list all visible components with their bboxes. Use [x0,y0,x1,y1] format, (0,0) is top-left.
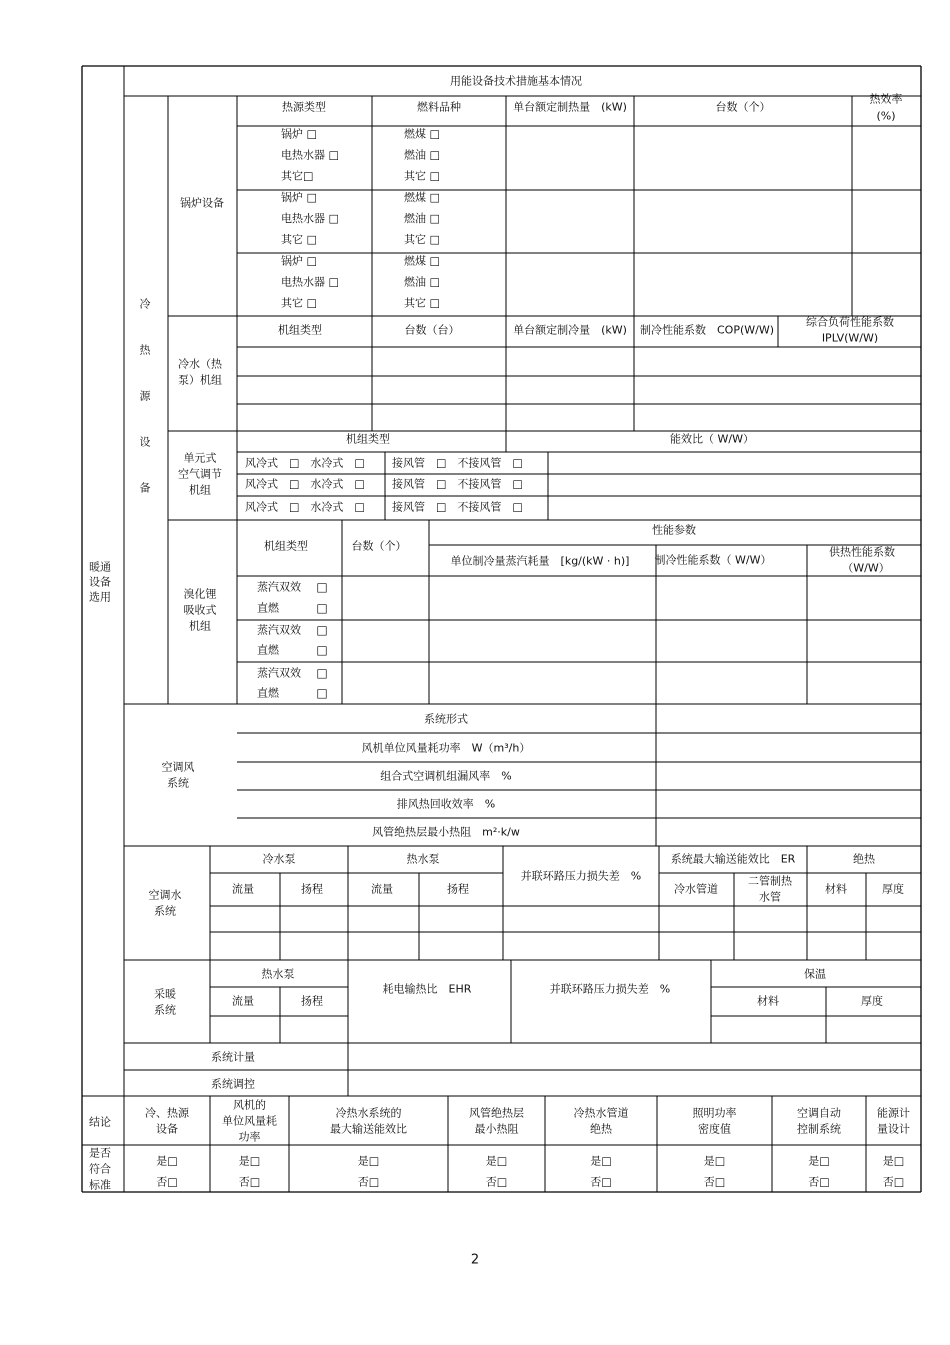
absorption-label: 溴化锂 [183,587,217,601]
unitary-duct-option: 接风管 □ 不接风管 □ [392,500,523,514]
boiler-type-option: 电热水器 □ [281,212,339,225]
absorption-header: （W/W） [842,561,890,575]
compliance-label: 是否 [89,1146,111,1160]
no-checkbox: 否□ [590,1175,612,1189]
unitary-header: 能效比（ W/W） [670,432,754,446]
water-header: 流量 [371,882,393,896]
water-header: 冷水泵 [262,852,296,866]
conclusion-column-header: 风管绝热层 [469,1106,524,1120]
absorption-type-option: 蒸汽双效 [257,666,301,680]
yes-checkbox: 是□ [882,1154,905,1168]
no-checkbox: 否□ [703,1175,726,1189]
conclusion-column-header: 最小热阻 [474,1122,519,1136]
boiler-fuel-option: 燃煤 □ [404,254,440,268]
water-header: 系统最大输送能效比 ER [670,852,796,866]
unitary-label: 单元式 [183,451,217,465]
water-header: 并联环路压力损失差 % [520,869,642,883]
absorption-label: 吸收式 [183,603,217,617]
water-header: 冷水管道 [674,882,718,896]
conclusion-column-header: 设备 [156,1122,178,1136]
water-header: 厚度 [882,882,904,896]
chiller-header: 机组类型 [278,323,322,337]
boiler-type-option: 电热水器 □ [281,275,339,289]
unitary-label: 机组 [189,483,211,497]
boiler-type-option: 其它 □ [281,296,317,310]
absorption-type-option: 直燃 [257,643,279,657]
unitary-cooling-option: 风冷式 □ 水冷式 □ [245,500,365,514]
boiler-header: 单台额定制热量 (kW) [513,100,627,114]
no-checkbox: 否□ [156,1175,178,1189]
boiler-type-option: 锅炉 □ [281,191,317,204]
yes-checkbox: 是□ [357,1154,380,1168]
conclusion-column-header: 冷、热源 [145,1106,189,1120]
conclusion-column-header: 最大输送能效比 [330,1122,407,1136]
boiler-type-option: 其它□ [281,169,314,183]
heating-header: 流量 [232,994,254,1008]
absorption-type-option: 蒸汽双效 [257,623,301,637]
chiller-label: 泵）机组 [178,373,222,387]
conclusion-column-header: 空调自动 [797,1106,841,1120]
chiller-header: 单台额定制冷量 (kW) [513,323,627,337]
conclusion-column-header: 冷热水管道 [573,1106,629,1120]
yes-checkbox: 是□ [485,1154,508,1168]
absorption-checkbox: □ [316,623,328,637]
section-label-heat-source: 冷 [139,297,151,311]
water-system-label: 空调水 [148,888,182,902]
chiller-header: 台数（台） [404,323,460,337]
yes-checkbox: 是□ [238,1154,261,1168]
water-header: 扬程 [447,882,469,896]
section-label-heat-source: 热 [139,343,151,357]
no-checkbox: 否□ [808,1175,830,1189]
conclusion-column-header: 照明功率 [692,1106,737,1120]
conclusion-column-header: 控制系统 [797,1122,841,1136]
heating-header: 热水泵 [261,967,295,981]
absorption-checkbox: □ [316,643,328,657]
unitary-duct-option: 接风管 □ 不接风管 □ [392,477,523,491]
air-system-item: 系统形式 [424,712,468,726]
unitary-header: 机组类型 [346,432,390,446]
absorption-header: 供热性能系数 [829,545,895,559]
air-system-label: 空调风 [161,760,195,774]
boiler-fuel-option: 燃油 □ [404,212,440,225]
heating-header: 厚度 [861,994,883,1008]
conclusion-column-header: 冷热水系统的 [335,1106,402,1120]
conclusion-label: 结论 [89,1115,111,1129]
chiller-label: 冷水（热 [178,357,222,371]
absorption-checkbox: □ [316,666,328,680]
water-header: 扬程 [301,882,323,896]
boiler-fuel-option: 其它 □ [404,296,440,310]
no-checkbox: 否□ [882,1175,905,1189]
conclusion-column-header: 能源计 [877,1106,910,1120]
no-checkbox: 否□ [238,1175,261,1189]
section-label-hvac: 选用 [89,590,111,604]
absorption-checkbox: □ [316,601,328,615]
control-label: 系统调控 [211,1077,255,1091]
unitary-cooling-option: 风冷式 □ 水冷式 □ [245,477,365,491]
absorption-header: 台数（个） [351,539,407,553]
form-title: 用能设备技术措施基本情况 [450,74,582,88]
yes-checkbox: 是□ [156,1154,178,1168]
heating-header: 保温 [804,967,826,981]
water-header: 二管制热 [748,874,792,888]
boiler-label: 锅炉设备 [180,196,224,210]
boiler-fuel-option: 其它 □ [404,233,440,246]
water-header: 材料 [825,882,847,896]
absorption-type-option: 直燃 [257,686,279,700]
no-checkbox: 否□ [485,1175,508,1189]
heating-header: 材料 [757,994,779,1008]
boiler-fuel-option: 其它 □ [404,169,440,183]
boiler-header: 燃料品种 [417,100,461,114]
metering-label: 系统计量 [211,1050,255,1064]
absorption-type-option: 直燃 [257,601,279,615]
yes-checkbox: 是□ [590,1154,612,1168]
section-label-heat-source: 设 [139,435,151,449]
water-header: 绝热 [853,852,875,866]
water-header: 水管 [759,890,781,904]
yes-checkbox: 是□ [808,1154,830,1168]
section-label-heat-source: 源 [139,389,151,403]
boiler-type-option: 电热水器 □ [281,148,339,162]
absorption-header: 机组类型 [264,539,308,553]
section-label-hvac: 暖通 [89,560,111,574]
conclusion-column-header: 风机的 [233,1098,266,1112]
yes-checkbox: 是□ [703,1154,726,1168]
compliance-label: 符合 [89,1162,111,1176]
air-system-item: 组合式空调机组漏风率 % [380,769,512,783]
absorption-checkbox: □ [316,580,328,594]
boiler-header: 热源类型 [282,100,326,114]
boiler-fuel-option: 燃煤 □ [404,191,440,204]
unitary-label: 空气调节 [178,467,222,481]
heating-header: 耗电输热比 EHR [382,982,472,996]
boiler-header: 台数（个） [715,100,771,114]
chiller-header: IPLV(W/W) [821,331,879,345]
chiller-header: 制冷性能系数 COP(W/W) [639,323,775,337]
chiller-header: 综合负荷性能系数 [806,315,894,329]
heating-system-label: 系统 [154,1003,176,1017]
compliance-label: 标准 [89,1178,111,1192]
boiler-header: 热效率 [869,92,903,106]
absorption-header: 单位制冷量蒸汽耗量 [kg/(kW · h)] [450,554,630,568]
water-system-label: 系统 [154,904,176,918]
water-header: 热水泵 [406,852,440,866]
section-label-hvac: 设备 [89,575,111,589]
absorption-header: 性能参数 [652,523,696,537]
boiler-type-option: 其它 □ [281,233,317,246]
page-number: 2 [470,1252,480,1268]
air-system-item: 风机单位风量耗功率 W（m³/h） [361,741,531,755]
air-system-item: 风管绝热层最小热阻 m²·k/w [372,825,520,839]
heating-header: 扬程 [301,994,323,1008]
absorption-label: 机组 [189,619,211,633]
absorption-header: 制冷性能系数（ W/W） [654,553,772,567]
air-system-item: 排风热回收效率 % [396,797,496,811]
conclusion-column-header: 功率 [238,1130,261,1144]
no-checkbox: 否□ [357,1175,380,1189]
heating-header: 并联环路压力损失差 % [549,982,671,996]
boiler-fuel-option: 燃煤 □ [404,127,440,141]
absorption-checkbox: □ [316,686,328,700]
unitary-duct-option: 接风管 □ 不接风管 □ [392,456,523,470]
unitary-cooling-option: 风冷式 □ 水冷式 □ [245,456,365,470]
air-system-label: 系统 [167,776,189,790]
boiler-fuel-option: 燃油 □ [404,148,440,162]
conclusion-column-header: 单位风量耗 [222,1114,277,1128]
boiler-type-option: 锅炉 □ [281,127,317,141]
absorption-type-option: 蒸汽双效 [257,580,301,594]
boiler-type-option: 锅炉 □ [281,254,317,268]
boiler-header: (%) [876,109,896,123]
section-label-heat-source: 备 [139,481,151,495]
conclusion-column-header: 密度值 [698,1122,731,1136]
boiler-fuel-option: 燃油 □ [404,275,440,289]
conclusion-column-header: 绝热 [590,1122,612,1136]
conclusion-column-header: 量设计 [877,1122,910,1136]
heating-system-label: 采暖 [154,987,176,1001]
water-header: 流量 [232,882,254,896]
